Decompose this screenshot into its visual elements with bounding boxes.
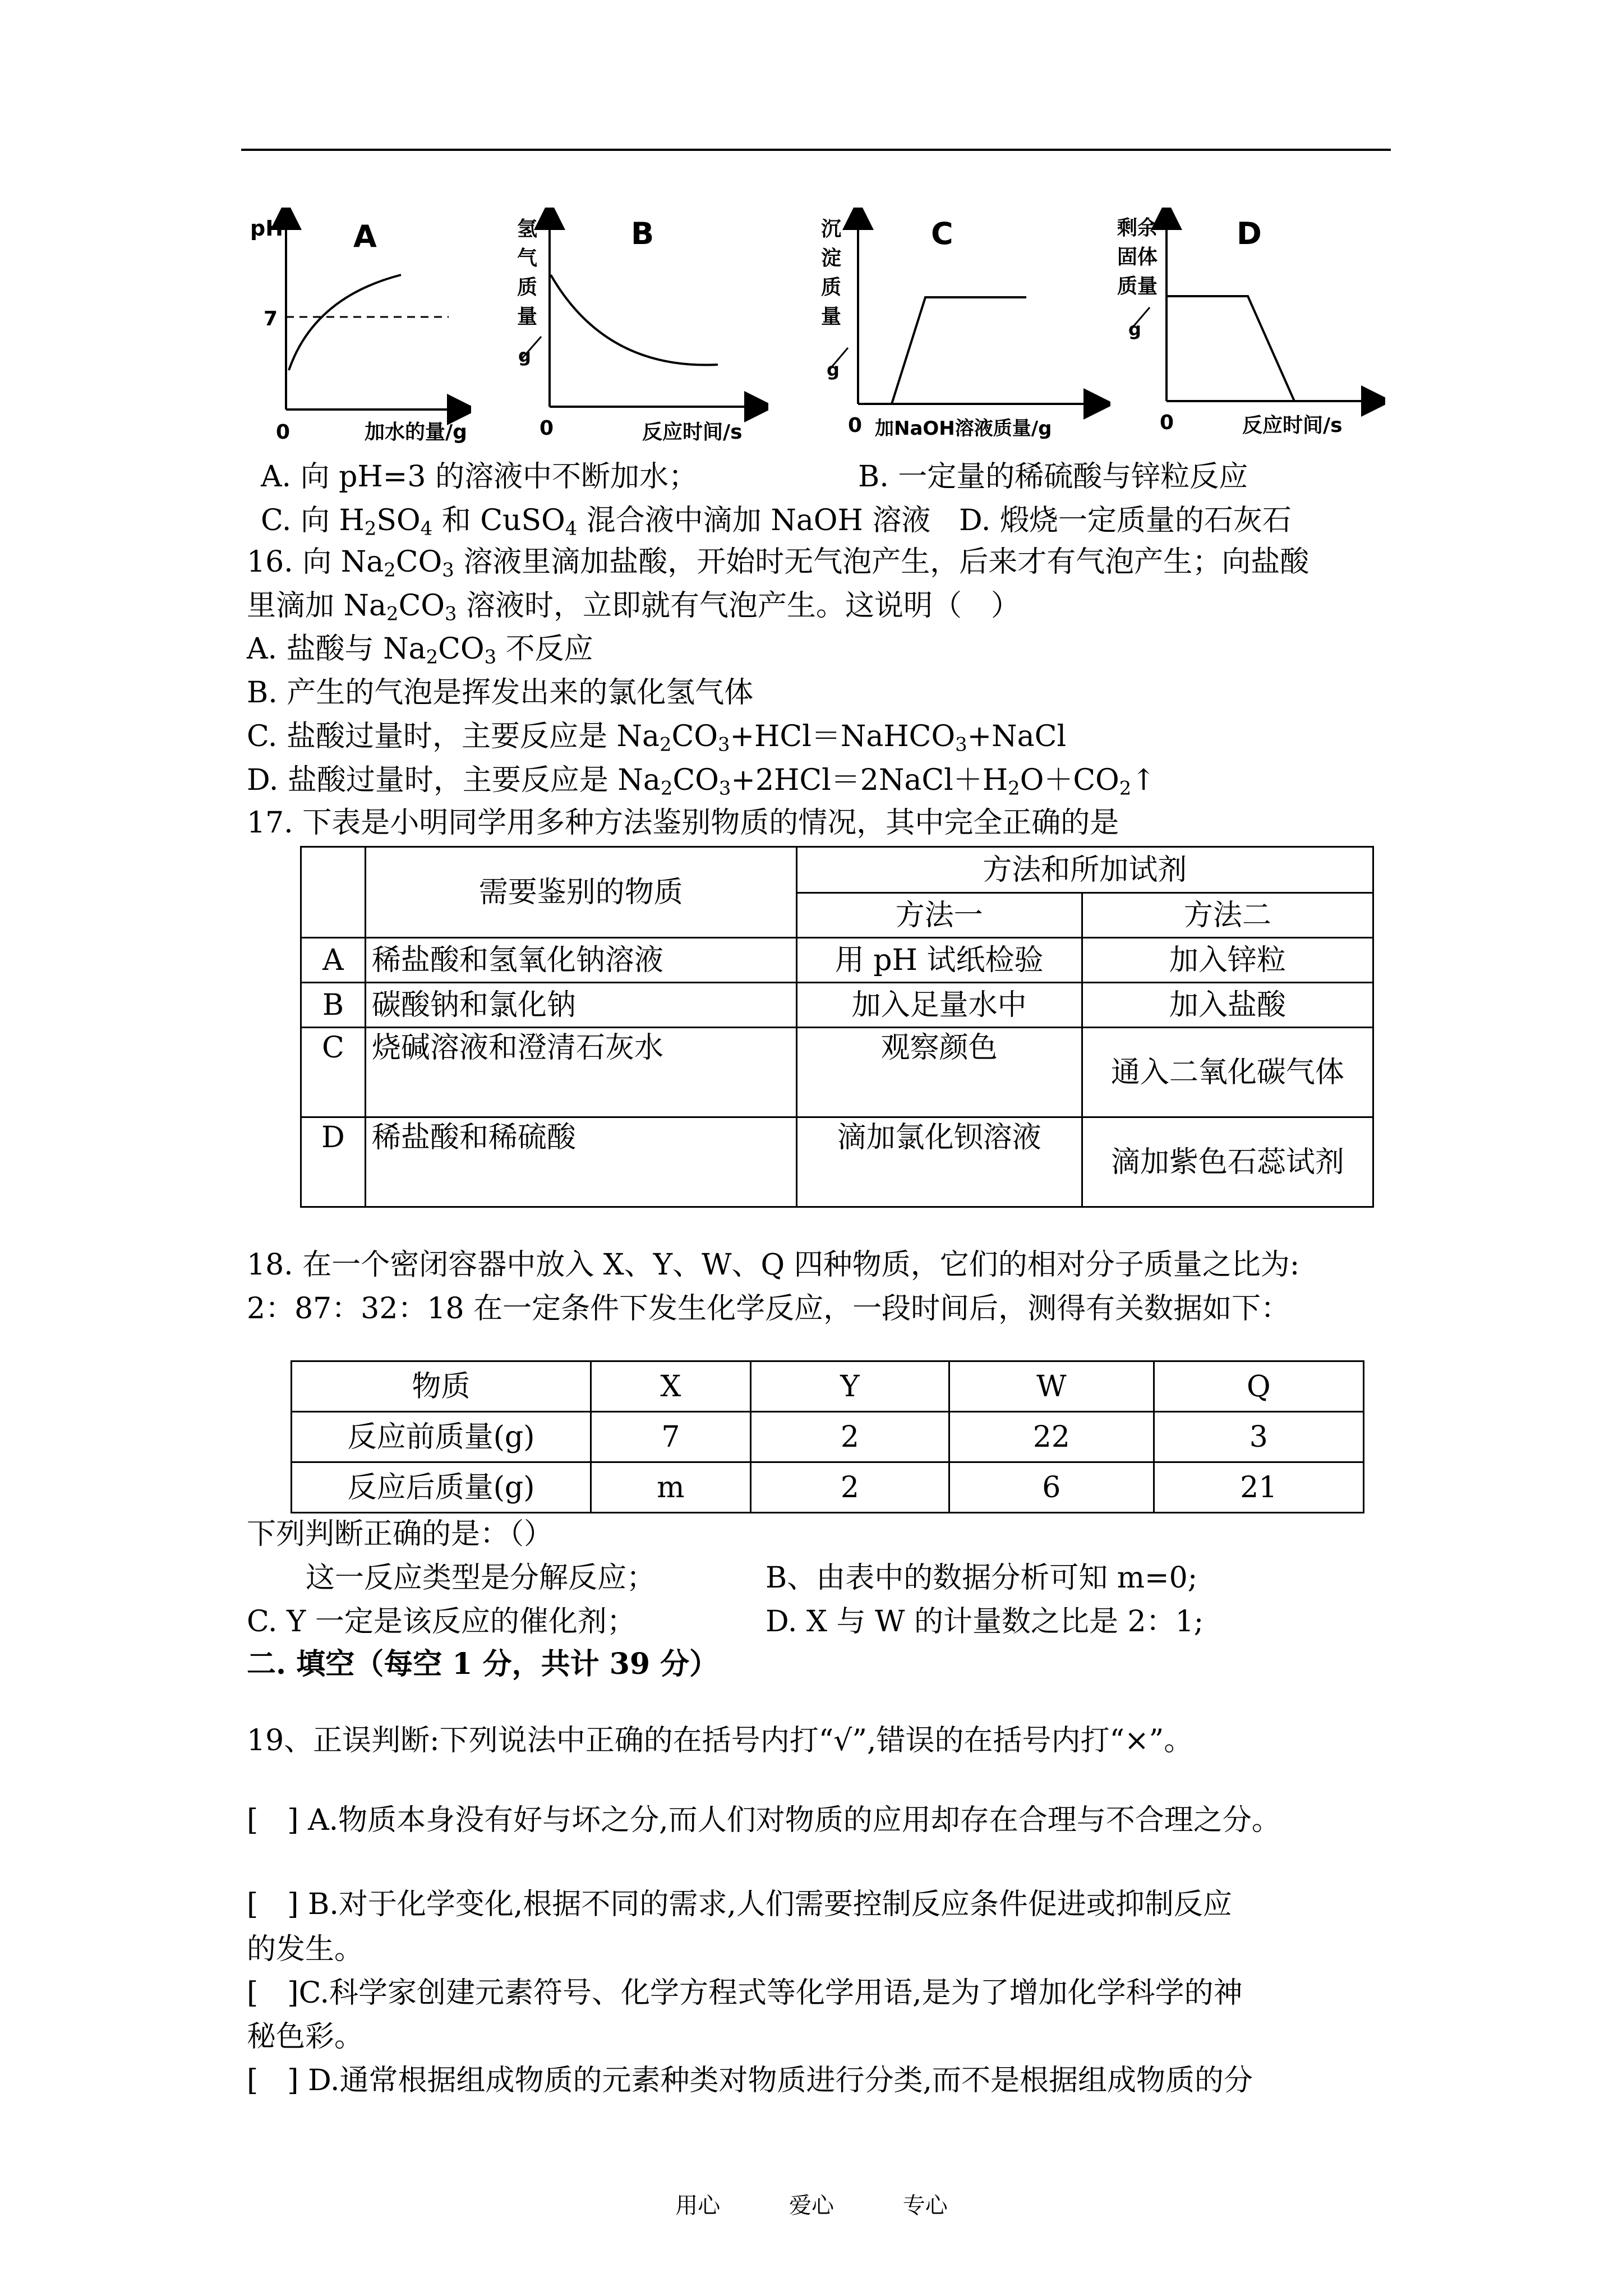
graph-b-xlabel: 反应时间/s (642, 421, 743, 443)
q17-table (300, 846, 1374, 1208)
q17-corner-cell (301, 847, 366, 938)
graph-d-letter: D (1237, 216, 1262, 251)
graph-b-letter: B (631, 216, 654, 251)
q19-item-c-2: 秘色彩。 (247, 2020, 364, 2054)
q15-option-a: A. 向 pH=3 的溶液中不断加水； (261, 460, 698, 494)
graph-b-ylabel-2: 气 (517, 247, 538, 270)
q16-option-c: C. 盐酸过量时，主要反应是 $Na_2CO_3+HCl=NaHCO_3+NaCl$ (247, 720, 1067, 756)
graph-d-ylabel-1: 剩余 (1117, 217, 1158, 240)
graph-d-origin: 0 (1160, 411, 1174, 434)
graph-c-ylabel-4: 量 (821, 305, 842, 328)
graph-b-ylabel-4: 量 (517, 305, 538, 328)
graph-a-ylabel: pH (250, 216, 284, 241)
q18-table (291, 1360, 1364, 1513)
q17-row-a: A 稀盐酸和氢氧化钠溶液 用 pH 试纸检验 加入锌粒 (301, 938, 1373, 983)
graph-c (819, 208, 1110, 443)
q18-stem-1: 18. 在一个密闭容器中放入 X、Y、W、Q 四种物质，它们的相对分子质量之比为: (247, 1248, 1300, 1282)
graph-c-letter: C (931, 216, 953, 251)
graph-a (247, 208, 471, 443)
graph-d-xlabel: 反应时间/s (1242, 414, 1343, 437)
page-footer (0, 2188, 1623, 2220)
graph-d (1116, 208, 1385, 443)
q16-option-a: A. 盐酸与 $Na_2CO_3$ 不反应 (247, 632, 593, 668)
graph-a-curve (289, 275, 401, 370)
graph-d-ylabel-3: 质量 (1117, 275, 1158, 298)
q17-row-d: D 稀盐酸和稀硫酸 滴加氯化钡溶液 滴加紫色石蕊试剂 (301, 1117, 1373, 1207)
footer-word-3: 专心 (902, 2193, 948, 2219)
graph-b-curve (551, 275, 718, 365)
section-2-heading: 二. 填空（每空 1 分，共计 39 分） (247, 1647, 719, 1681)
graph-a-mark: 7 (264, 307, 278, 330)
graph-d-ylabel-2: 固体 (1117, 246, 1158, 269)
q16-option-b: B. 产生的气泡是挥发出来的氯化氢气体 (247, 676, 754, 710)
graph-a-xlabel: 加水的量/g (365, 421, 467, 443)
q17-header-substance: 需要鉴别的物质 (365, 847, 796, 938)
graph-d-unit: g (1128, 319, 1141, 340)
header-rule (241, 149, 1391, 151)
q19-item-c-1: [ ]C.科学家创建元素符号、化学方程式等化学用语,是为了增加化学科学的神 (247, 1976, 1243, 2010)
q19-item-a: [ ] A.物质本身没有好与坏之分,而人们对物质的应用却存在合理与不合理之分。 (247, 1803, 1281, 1837)
q16-option-d: D. 盐酸过量时，主要反应是 $Na_2CO_3+2HCl=2NaCl+H_2O+CO_2↑$ (247, 763, 1156, 799)
q15-option-d: D. 煅烧一定质量的石灰石 (959, 504, 1292, 537)
q18-stem-2: 2：87：32：18 在一定条件下发生化学反应，一段时间后，测得有关数据如下： (247, 1292, 1290, 1326)
graph-b (510, 208, 768, 443)
q18-row-after: 反应后质量(g) m 2 6 21 (292, 1462, 1364, 1513)
q15-option-b: B. 一定量的稀硫酸与锌粒反应 (858, 460, 1248, 494)
graph-c-unit: g (827, 359, 840, 380)
graph-b-unit: g (518, 345, 531, 366)
q18-option-c: C. Y 一定是该反应的催化剂； (247, 1605, 636, 1639)
q16-stem-1: 16. 向 $Na_2CO_3$ 溶液里滴加盐酸，开始时无气泡产生，后来才有气泡产生；向盐酸 (247, 545, 1310, 581)
graph-b-ylabel-3: 质 (517, 276, 538, 299)
q17-header-method-1: 方法一 (796, 893, 1082, 938)
q17-row-c: C 烧碱溶液和澄清石灰水 观察颜色 通入二氧化碳气体 (301, 1028, 1373, 1117)
graph-c-origin: 0 (848, 414, 863, 437)
q19-item-b-1: [ ] B.对于化学变化,根据不同的需求,人们需要控制反应条件促进或抑制反应 (247, 1888, 1232, 1921)
footer-word-1: 用心 (675, 2193, 721, 2219)
graph-c-line (892, 297, 1026, 404)
q18-prompt: 下列判断正确的是：（） (247, 1517, 554, 1551)
graph-d-line (1166, 296, 1294, 401)
graph-c-ylabel-3: 质 (821, 276, 842, 299)
q18-row-before: 反应前质量(g) 7 2 22 3 (292, 1412, 1364, 1462)
graph-a-origin: 0 (276, 421, 291, 443)
q16-stem-2: 里滴加 $Na_2CO_3$ 溶液时，立即就有气泡产生。这说明（ ） (247, 589, 1021, 625)
graph-c-xlabel: 加NaOH溶液质量/g (875, 417, 1052, 440)
q17-header-method: 方法和所加试剂 (796, 847, 1373, 893)
graph-c-ylabel-1: 沉 (821, 218, 842, 241)
graph-a-letter: A (353, 219, 377, 254)
q19-item-b-2: 的发生。 (247, 1932, 364, 1966)
footer-word-2: 爱心 (789, 2193, 834, 2219)
q19-item-d-1: [ ] D.通常根据组成物质的元素种类对物质进行分类,而不是根据组成物质的分 (247, 2064, 1253, 2097)
q18-option-a: 这一反应类型是分解反应； (306, 1561, 656, 1595)
q17-header-method-2: 方法二 (1082, 893, 1373, 938)
graph-b-ylabel-1: 氢 (517, 218, 538, 241)
q17-row-b: B 碳酸钠和氯化钠 加入足量水中 加入盐酸 (301, 983, 1373, 1028)
q19-stem: 19、正误判断:下列说法中正确的在括号内打“√”,错误的在括号内打“×”。 (247, 1724, 1193, 1757)
graph-c-ylabel-2: 淀 (821, 247, 842, 270)
q18-option-b: B、由表中的数据分析可知 m=0; (766, 1561, 1198, 1595)
q18-option-d: D. X 与 W 的计量数之比是 2：1; (766, 1605, 1204, 1639)
graph-b-origin: 0 (540, 417, 554, 440)
q15-option-c: C. 向 $H_2SO_4$ 和 CuSO$_4$ 混合液中滴加 NaOH 溶液 (261, 504, 931, 540)
q17-stem: 17. 下表是小明同学用多种方法鉴别物质的情况，其中完全正确的是 (247, 806, 1119, 840)
q18-header-row: 物质 X Y W Q (292, 1361, 1364, 1412)
